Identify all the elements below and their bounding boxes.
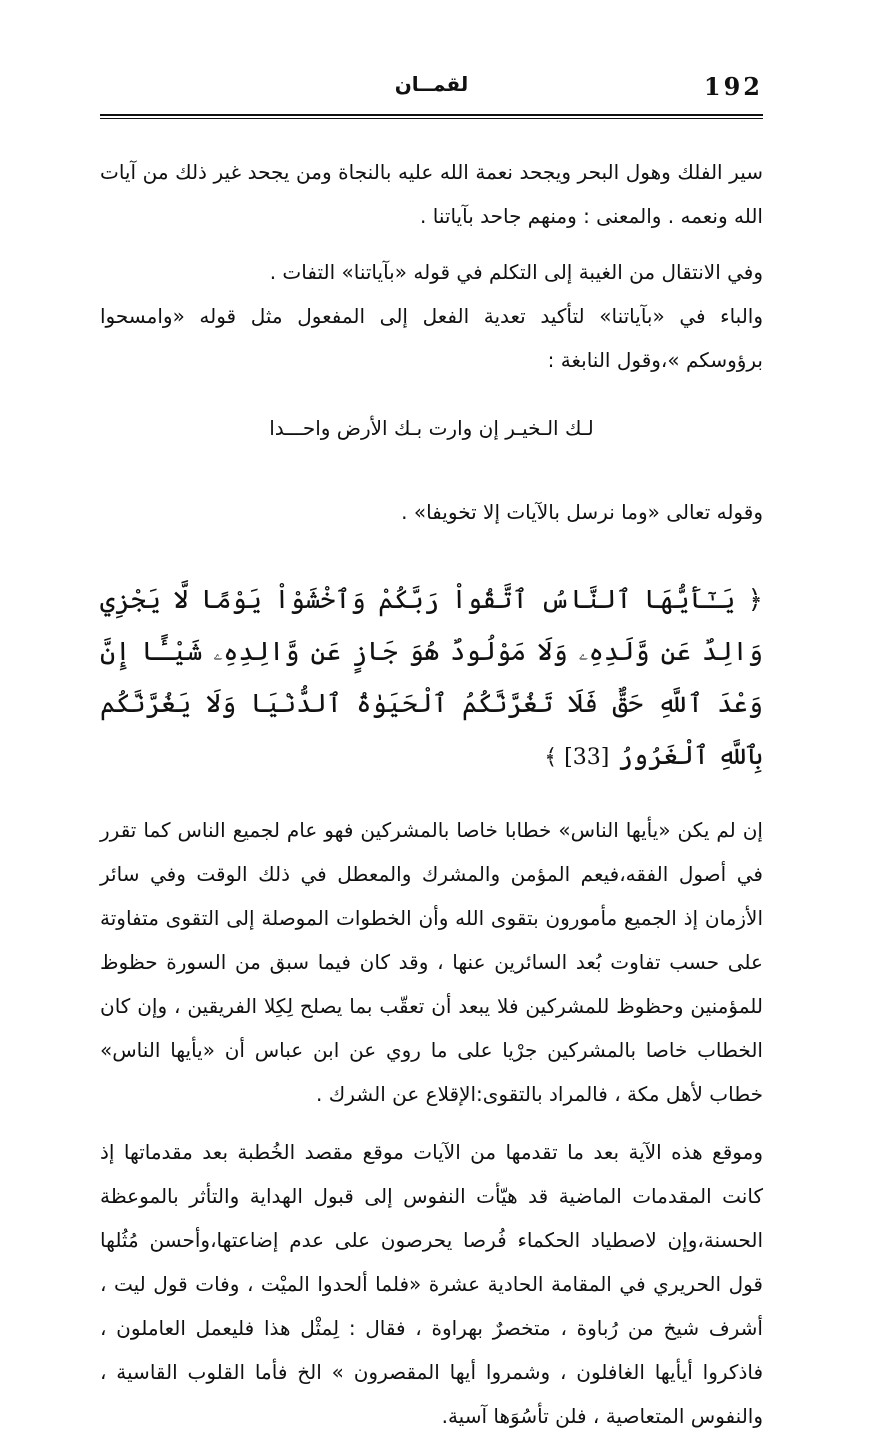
running-title: لقمــان bbox=[394, 72, 469, 96]
paragraph-commentary: إن لم يكن «يأيها الناس» خطابا خاصا بالمشركين فهو عام لجميع الناس كما تقرر في أصول الفقه،فيعم المؤمن والمشرك والمعطل في ذلك الوقت وفي سائر الأزمان إذ الجميع مأمورون بتقوى الله وأن الخطوات الموصلة إلى التقوى متفاوتة على حسب تفاوت بُعد السائرين عنها ، وقد كان فيما سبق من السورة حظوظ للمؤمنين وحظوظ للمشركين فلا يبعد أن تعقّب بما يصلح لِكِلا الفريقين ، وإن كان الخطاب خاصا بالمشركين جرْيا على ما روي عن ابن عباس أن «يأيها الناس» خطاب لأهل مكة ، فالمراد بالتقوى:الإقلاع عن الشرك . bbox=[100, 818, 763, 1106]
paragraph-ba: والباء في «بآياتنا» لتأكيد تعدية الفعل إلى المفعول مثل قوله «وامسحوا برؤوسكم »،وقول النابغة : bbox=[100, 304, 763, 372]
page-number: 192 bbox=[703, 72, 763, 101]
paragraph-iltifat: وفي الانتقال من الغيبة إلى التكلم في قوله «بآياتنا» التفات . bbox=[269, 260, 763, 284]
paragraph-commentary-2: وموقع هذه الآية بعد ما تقدمها من الآيات موقع مقصد الخُطبة بعد مقدماتها إذ كانت المقدمات الماضية قد هيّأت النفوس إلى قبول الهداية والتأثر بالموعظة الحسنة،وإن لاصطياد الحكماء فُرصا يحرصون على عدم إضاعتها،وأحسن مُثُلها قول الحريري في المقامة الحادية عشرة «فلما ألحدوا الميْت ، وفات قول ليت ، أشرف شيخ من رُباوة ، متخصرٌ بهراوة ، فقال : لِمثْل هذا فليعمل العاملون ، فاذكروا أيأيها الغافلون ، وشمروا أيها المقصرون » الخ فأما القلوب القاسية ، والنفوس المتعاصية ، فلن تأسُوَها آسية. bbox=[100, 1140, 763, 1428]
ayah-number: [33] ﴾ bbox=[544, 745, 610, 770]
header-rule bbox=[100, 114, 763, 119]
paragraph-continuation: سير الفلك وهول البحر ويجحد نعمة الله عليه بالنجاة ومن يجحد غير ذلك من آيات الله ونعمه . والمعنى : ومنهم جاحد بآياتنا . bbox=[100, 160, 763, 228]
page-body bbox=[100, 150, 763, 1452]
poetry-verse: لـك الـخيـر إن وارت بـك الأرض واحـــدا bbox=[269, 416, 594, 440]
paragraph-quote: وقوله تعالى «وما نرسل بالآيات إلا تخويفا» . bbox=[401, 500, 763, 524]
ayah-text: ﴿ يَـٰٓأَيُّهَا ٱلنَّاسُ ٱتَّقُواْ رَبَّكُمْ وَٱخْشَوْاْ يَوْمًا لَّا يَجْزِي وَالِدٌ عَن وَّلَدِهِۦ وَلَا مَوْلُودٌ هُوَ جَازٍ عَن وَّالِدِهِۦ شَيْـًٔا إِنَّ وَعْدَ ٱللَّهِ حَقٌّ فَلَا تَغُرَّنَّكُمُ ٱلْحَيَوٰةُ ٱلدُّنْيَا وَلَا يَغُرَّنَّكُم بِٱللَّهِ ٱلْغَرُورُ bbox=[100, 585, 763, 771]
quran-ayah bbox=[100, 574, 763, 784]
page-header bbox=[100, 64, 763, 112]
